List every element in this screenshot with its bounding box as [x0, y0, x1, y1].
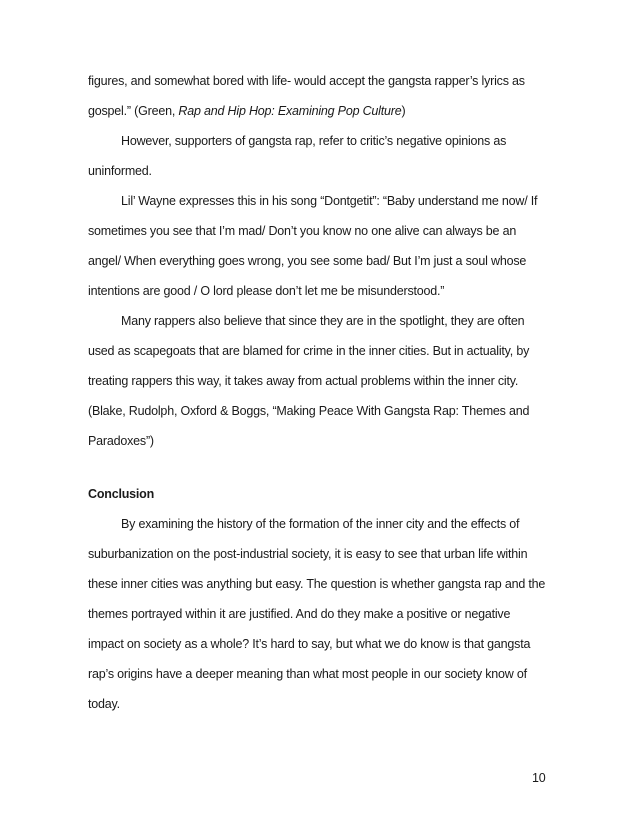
paragraph-line: sometimes you see that I’m mad/ Don’t you know no one alive can always be an — [88, 224, 517, 238]
paragraph-line: However, supporters of gangsta rap, refer to critic’s negative opinions as — [121, 134, 507, 148]
paragraph-line: angel/ When everything goes wrong, you see some bad/ But I’m just a soul whose — [88, 254, 527, 268]
paragraph-line: these inner cities was anything but easy. The question is whether gangsta rap and the — [88, 577, 546, 591]
paragraph-line: Many rappers also believe that since they are in the spotlight, they are often — [121, 314, 525, 328]
paragraph-line: themes portrayed within it are justified. And do they make a positive or negative — [88, 607, 511, 621]
paragraph-text: gospel.” (Green, — [88, 104, 179, 118]
paragraph-line: (Blake, Rudolph, Oxford & Boggs, “Making Peace With Gangsta Rap: Themes and — [88, 404, 530, 418]
paragraph-text: ) — [401, 104, 406, 118]
paragraph-line: used as scapegoats that are blamed for crime in the inner cities. But in actuality, by — [88, 344, 530, 358]
paragraph-line: impact on society as a whole? It’s hard to say, but what we do know is that gangsta — [88, 637, 531, 651]
citation-title: Rap and Hip Hop: Examining Pop Culture — [178, 104, 402, 118]
paragraph-line: rap’s origins have a deeper meaning than what most people in our society know of — [88, 667, 527, 681]
paragraph-line: today. — [88, 697, 120, 711]
paragraph-line: intentions are good / O lord please don’t let me be misunderstood.” — [88, 284, 445, 298]
paragraph-line: By examining the history of the formation of the inner city and the effects of — [121, 517, 520, 531]
page-number: 10 — [532, 771, 546, 785]
paragraph-line: Paradoxes”) — [88, 434, 154, 448]
paragraph-line: figures, and somewhat bored with life- would accept the gangsta rapper’s lyrics as — [88, 74, 525, 88]
paragraph-line: treating rappers this way, it takes away from actual problems within the inner city. — [88, 374, 519, 388]
paragraph-line: Lil’ Wayne expresses this in his song “Dontgetit”: “Baby understand me now/ If — [121, 194, 538, 208]
paragraph-line: suburbanization on the post-industrial society, it is easy to see that urban life within — [88, 547, 528, 561]
section-heading: Conclusion — [88, 487, 155, 501]
paragraph-line — [88, 103, 405, 119]
paragraph-line: uninformed. — [88, 164, 152, 178]
